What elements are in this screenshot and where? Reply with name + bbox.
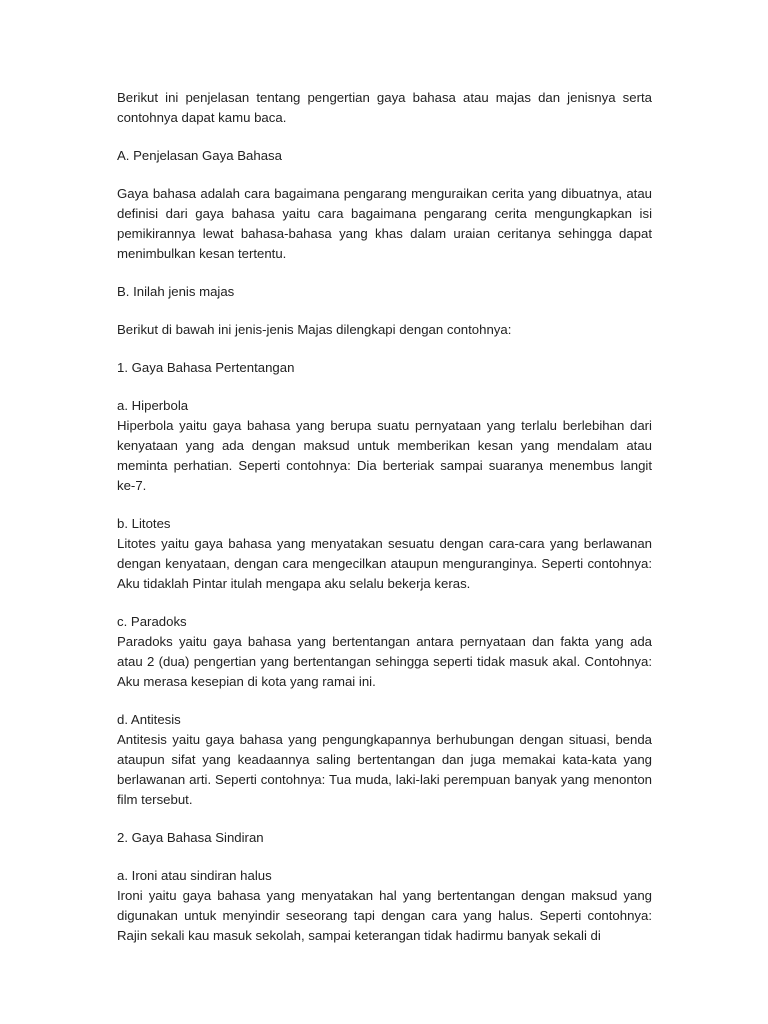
majas-item-litotes: [117, 514, 652, 594]
majas-title: b. Litotes: [117, 516, 171, 531]
majas-body: Paradoks yaitu gaya bahasa yang bertentangan antara pernyataan dan fakta yang ada atau 2 (dua) pengertian yang bertentangan sehingga seperti tidak masuk akal. Contohnya: Aku merasa kesepian di kota yang ramai ini.: [117, 634, 652, 689]
intro-paragraph: Berikut ini penjelasan tentang pengertian gaya bahasa atau majas dan jenisnya serta contohnya dapat kamu baca.: [117, 90, 652, 125]
majas-item-antitesis: [117, 710, 652, 810]
document-page: [117, 88, 652, 964]
section-b-heading: B. Inilah jenis majas: [117, 284, 235, 299]
section-a-heading: A. Penjelasan Gaya Bahasa: [117, 148, 282, 163]
majas-body: Hiperbola yaitu gaya bahasa yang berupa suatu pernyataan yang terlalu berlebihan dari kenyataan yang ada dengan maksud untuk memberikan kesan yang mendalam atau meminta perhatian. Seperti contohnya: Dia berteriak sampai suaranya menembus langit ke-7.: [117, 418, 652, 493]
majas-item-hiperbola: [117, 396, 652, 496]
group-2-heading: 2. Gaya Bahasa Sindiran: [117, 830, 264, 845]
majas-body: Antitesis yaitu gaya bahasa yang pengungkapannya berhubungan dengan situasi, benda ataupun sifat yang keadaannya saling bertentangan dan juga memakai kata-kata yang berlawanan arti. Seperti contohnya: Tua muda, laki-laki perempuan banyak yang menonton film tersebut.: [117, 732, 652, 807]
section-b-body: Berikut di bawah ini jenis-jenis Majas dilengkapi dengan contohnya:: [117, 322, 512, 337]
majas-item-paradoks: [117, 612, 652, 692]
majas-title: a. Hiperbola: [117, 398, 189, 413]
majas-title: c. Paradoks: [117, 614, 187, 629]
section-a-body: Gaya bahasa adalah cara bagaimana pengarang menguraikan cerita yang dibuatnya, atau definisi dari gaya bahasa yaitu cara bagaimana pengarang cerita mengungkapkan isi pemikirannya lewat bahasa-bahasa yang khas dalam uraian ceritanya sehingga dapat menimbulkan kesan tertentu.: [117, 186, 652, 261]
majas-title: a. Ironi atau sindiran halus: [117, 868, 272, 883]
group-1-heading: 1. Gaya Bahasa Pertentangan: [117, 360, 295, 375]
majas-item-ironi: [117, 866, 652, 946]
majas-body: Ironi yaitu gaya bahasa yang menyatakan hal yang bertentangan dengan maksud yang digunakan untuk menyindir seseorang tapi dengan cara yang halus. Seperti contohnya: Rajin sekali kau masuk sekolah, sampai keterangan tidak hadirmu banyak sekali di: [117, 888, 652, 943]
majas-title: d. Antitesis: [117, 712, 181, 727]
majas-body: Litotes yaitu gaya bahasa yang menyatakan sesuatu dengan cara-cara yang berlawanan dengan kenyataan, dengan cara mengecilkan ataupun menguranginya. Seperti contohnya: Aku tidaklah Pintar itulah mengapa aku selalu bekerja keras.: [117, 536, 652, 591]
